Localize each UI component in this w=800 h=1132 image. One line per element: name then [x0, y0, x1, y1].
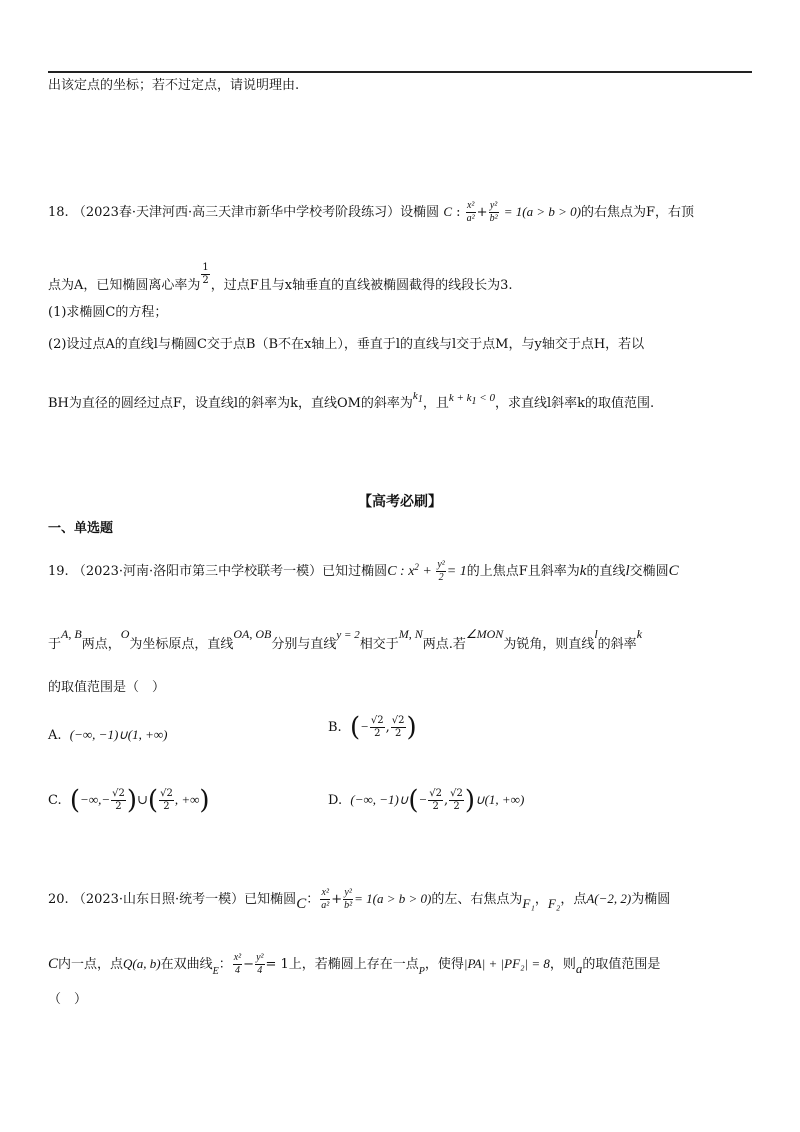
q19-option-c[interactable]: C. (−∞,− $\frac{√2}{2}$ )∪( $\frac{√2}{2}$ , +∞): [48, 785, 210, 816]
q18-p2-b: ，且: [422, 396, 449, 411]
q19-l2b: 两点，: [81, 637, 121, 652]
q19-l2c: 为坐标原点，直线: [129, 637, 234, 652]
q19-after-eq: 的上焦点F且斜率为: [466, 564, 580, 579]
q19-line1: 19. （2023·河南·洛阳市第三中学校联考一模）已知过椭圆C : $x^2$ + $\frac{\text{y²}}{2}$ = 1的上焦点F且斜率为k的直线l交椭圆C: [48, 559, 679, 584]
q18-p2-c: ，求直线l斜率k的取值范围.: [494, 396, 655, 411]
q18-cond-text: (a > b > 0): [522, 204, 581, 219]
q20-C: C: [296, 896, 307, 912]
opt-d-label: D.: [328, 793, 343, 808]
q20-Q: Q(a, b): [123, 956, 161, 971]
q18-frac-y: $\frac{\text{y²}}{\text{b²}}$: [489, 200, 498, 224]
q19-AB: A, B: [61, 627, 82, 641]
section-subhead: 一、单选题: [48, 521, 114, 536]
q18-k1: k1: [412, 390, 423, 406]
section-title: 【高考必刷】: [358, 494, 442, 510]
q20-PA: |PA| + |PF₂| = 8: [463, 956, 550, 971]
q20-source: （2023·山东日照·统考一模）已知椭圆: [72, 892, 297, 907]
q18-part1: (1)求椭圆C的方程；: [48, 305, 168, 320]
q18-line2-a: 点为A，已知椭圆离心率为: [48, 278, 201, 293]
q19-source: （2023·河南·洛阳市第三中学校联考一模）已知过椭圆: [72, 564, 388, 579]
q18-p2-a: BH为直径的圆经过点F，设直线l的斜率为k，直线OM的斜率为: [48, 396, 413, 411]
q19-after-l: 交椭圆: [629, 564, 669, 579]
q18-line2-b: ，过点F且与x轴垂直的直线被椭圆截得的线段长为3.: [210, 278, 513, 293]
q18-source: （2023春·天津河西·高三天津市新华中学校考阶段练习）设椭圆: [72, 205, 440, 220]
q20-F2: F₂: [547, 896, 561, 911]
q20-line1: 20. （2023·山东日照·统考一模）已知椭圆C： $\frac{\text{x²}}{\text{a²}}$ + $\frac{\text{y²}}{\text{b²}}$ = 1(a > b > 0)的左、右焦点为F₁，F₂，点A(−2, 2)为椭圆: [48, 887, 671, 912]
q20-cond: = 1(a > b > 0): [354, 891, 432, 906]
q20-hyper-tail: = 1上，若椭圆上存在一点: [265, 957, 419, 972]
q19-number: 19.: [48, 564, 69, 579]
q20-a: a: [575, 961, 583, 976]
q19-y2: y = 2: [336, 629, 360, 641]
q19-OAOB: OA, OB: [233, 627, 272, 641]
q20-after-eq: 的左、右焦点为: [431, 892, 523, 907]
q19-option-a[interactable]: [48, 725, 167, 746]
q19-line2: 于A, B两点，O为坐标原点，直线OA, OB分别与直线$^{y = 2}$相交于M, N两点.若∠MON为锐角，则直线l的斜率k: [48, 627, 643, 652]
q18-frac-x: $\frac{\text{x²}}{\text{a²}}$: [466, 200, 475, 224]
header-rule: [48, 71, 752, 73]
q20-after-A: 为椭圆: [631, 892, 671, 907]
opt-b-label: B.: [328, 720, 342, 735]
q20-P: P: [418, 966, 425, 977]
q18-ineq: k + k1 < 0: [448, 392, 495, 408]
q19-l2g: 为锐角，则直线: [503, 637, 595, 652]
q19-MN: M, N: [398, 627, 423, 641]
q18-number: 18.: [48, 205, 69, 220]
q20-number: 20.: [48, 892, 69, 907]
q19-l2f: 两点.若: [422, 637, 466, 652]
q19-after-k: 的直线: [586, 564, 626, 579]
q20-A: A(−2, 2): [586, 891, 632, 906]
q18-part2-line2: [48, 386, 654, 414]
q19-l2h: 的斜率: [597, 637, 637, 652]
q19-l2d: 分别与直线: [271, 637, 337, 652]
q20-line3: （ ）: [48, 992, 88, 1007]
q20-E: E: [212, 966, 219, 977]
q19-yu: 于: [48, 637, 62, 652]
q19-O: O: [120, 627, 130, 641]
q20-line2: C内一点，点Q(a, b)在双曲线$_E$： $\frac{\text{x²}}{4}$ − $\frac{\text{y²}}{4}$ = 1上，若椭圆上存在一点$_P$，使得|PA| + |PF₂| = 8，则a的取值范围是: [48, 952, 661, 977]
q18-cond: = 1: [503, 204, 523, 219]
q19-l2e: 相交于: [359, 637, 399, 652]
q19-option-d[interactable]: D. (−∞, −1)∪(− $\frac{√2}{2}$ , $\frac{√2}{2}$ )∪(1, +∞): [328, 785, 525, 816]
q20-l2a: 内一点，点: [58, 957, 124, 972]
q19-option-b[interactable]: B. (− $\frac{√2}{2}$ , $\frac{√2}{2}$ ): [328, 712, 417, 743]
q19-eq: C : $x^2$ + $\frac{\text{y²}}{2}$ = 1: [387, 559, 467, 584]
q19-line3: 的取值范围是（ ）: [48, 680, 166, 695]
q20-line2-C: C: [48, 956, 59, 972]
opt-a-label: A.: [48, 728, 62, 743]
opt-a-value: (−∞, −1)∪(1, +∞): [69, 727, 168, 742]
q18-ellipse-C: C: [443, 204, 452, 219]
q18-line1: 18. （2023春·天津河西·高三天津市新华中学校考阶段练习）设椭圆 C : $\frac{\text{x²}}{\text{a²}}$ + $\frac{\text{y²}}{\text{b²}}$ = 1(a > b > 0)的右焦点为F，右顶: [48, 200, 694, 224]
q20-l2b: 在双曲线: [160, 957, 213, 972]
q18-line2: [48, 262, 513, 296]
q18-half: $\frac{1}{2}$: [202, 262, 209, 286]
q18-after-eq: 的右焦点为F，右顶: [580, 205, 694, 220]
q20-l2f: 的取值范围是: [582, 957, 661, 972]
opt-c-label: C.: [48, 793, 62, 808]
top-text: 出该定点的坐标；若不过定点，请说明理由.: [48, 78, 300, 93]
q18-part2-line1: (2)设过点A的直线l与椭圆C交于点B（B不在x轴上），垂直于l的直线与l交于点M，与y轴交于点H，若以: [48, 337, 645, 352]
q20-F1: F₁: [522, 896, 535, 911]
q19-angle: ∠MON: [465, 627, 504, 641]
